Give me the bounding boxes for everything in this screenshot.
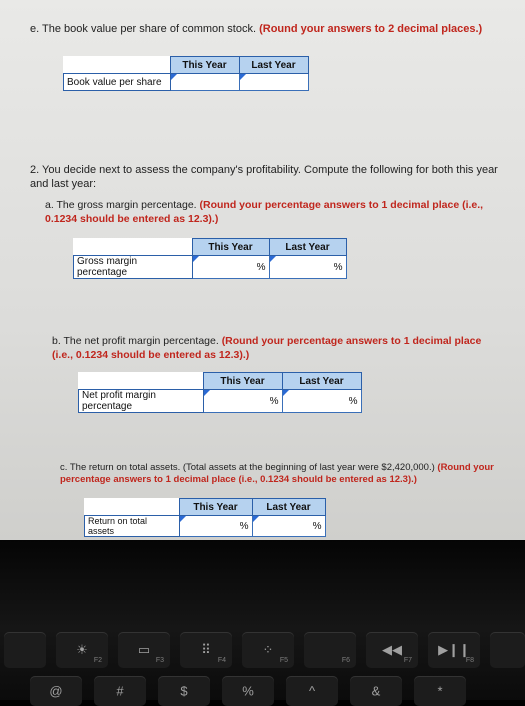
col-last-year: Last Year xyxy=(239,57,308,74)
key-f9[interactable] xyxy=(490,632,525,668)
part-b-note: (Round your percentage answers to 1 decimal place (i.e., 0.1234 should be entered as 12.3).) xyxy=(52,335,482,361)
key-f4[interactable]: ⠿ F4 xyxy=(180,632,232,668)
mission-control-icon: ▭ xyxy=(137,642,151,657)
gross-margin-last-year-input[interactable] xyxy=(269,256,346,279)
key-3[interactable]: # xyxy=(94,676,146,706)
percent-unit: % xyxy=(312,520,322,532)
laptop-keyboard xyxy=(0,540,525,700)
col-last-year: Last Year xyxy=(252,499,325,516)
key-6[interactable]: ^ xyxy=(286,676,338,706)
return-on-assets-table xyxy=(84,498,326,537)
book-value-this-year-input[interactable] xyxy=(170,74,239,91)
part-b-label: b. xyxy=(52,335,61,347)
q2-text: You decide next to assess the company's profitability. Compute the following for both this year and last year: xyxy=(30,164,498,190)
percent-unit: % xyxy=(239,520,249,532)
net-profit-last-year-input[interactable] xyxy=(282,390,361,413)
key-f3[interactable]: ▭ F3 xyxy=(118,632,170,668)
brightness-icon: ☀ xyxy=(76,642,88,657)
play-pause-icon: ▶❙❙ xyxy=(438,642,470,657)
row-label-gross-margin: Gross margin percentage xyxy=(74,256,193,279)
key-f6[interactable]: F6 xyxy=(304,632,356,668)
percent-unit: % xyxy=(269,395,279,407)
key-4[interactable]: $ xyxy=(158,676,210,706)
row-label-return-on-assets: Return on total assets xyxy=(85,516,180,537)
row-label-net-profit: Net profit margin percentage xyxy=(79,390,204,413)
roa-this-year-input[interactable] xyxy=(179,516,252,537)
part-b-text: The net profit margin percentage. xyxy=(63,335,219,347)
roa-last-year-input[interactable] xyxy=(252,516,325,537)
percent-unit: % xyxy=(256,261,266,273)
part-a-note: (Round your percentage answers to 1 decimal place (i.e., 0.1234 should be entered as 12.3).) xyxy=(45,199,484,225)
key-2[interactable]: @ xyxy=(30,676,82,706)
book-value-table xyxy=(63,56,309,91)
part-c-note: (Round your percentage answers to 1 decimal place (i.e., 0.1234 should be entered as 12.3).) xyxy=(60,462,494,485)
book-value-last-year-input[interactable] xyxy=(239,74,308,91)
gross-margin-this-year-input[interactable] xyxy=(192,256,269,279)
gross-margin-table xyxy=(73,238,347,279)
part-e-text: The book value per share of common stock. xyxy=(42,23,257,35)
part-c-label: c. xyxy=(60,462,68,473)
part-e-note: (Round your answers to 2 decimal places.) xyxy=(259,23,483,35)
part-c-prompt xyxy=(60,462,500,486)
key-f2[interactable]: ☀ F2 xyxy=(56,632,108,668)
key-f5[interactable]: ⁘ F5 xyxy=(242,632,294,668)
row-label-book-value: Book value per share xyxy=(64,74,171,91)
q2-prompt xyxy=(30,163,500,191)
net-profit-table xyxy=(78,372,362,413)
key-f7[interactable]: ◀◀ F7 xyxy=(366,632,418,668)
launchpad-icon: ⠿ xyxy=(201,642,211,657)
q2-label: 2. xyxy=(30,164,40,176)
part-e-label: e. xyxy=(30,23,40,35)
part-a-prompt xyxy=(45,198,500,226)
col-this-year: This Year xyxy=(170,57,239,74)
col-this-year: This Year xyxy=(179,499,252,516)
part-a-label: a. xyxy=(45,199,54,211)
key-7[interactable]: & xyxy=(350,676,402,706)
key-5[interactable]: % xyxy=(222,676,274,706)
percent-unit: % xyxy=(333,261,343,273)
col-last-year: Last Year xyxy=(269,239,346,256)
col-this-year: This Year xyxy=(203,373,282,390)
part-a-text: The gross margin percentage. xyxy=(56,199,197,211)
col-last-year: Last Year xyxy=(282,373,361,390)
part-e-prompt xyxy=(30,22,482,36)
col-this-year: This Year xyxy=(192,239,269,256)
key-8[interactable]: * xyxy=(414,676,466,706)
key-brightness-down[interactable] xyxy=(4,632,46,668)
keyboard-light-icon: ⁘ xyxy=(262,642,274,657)
part-c-text: The return on total assets. (Total assets at the beginning of last year were $2,420,000.) xyxy=(69,462,435,473)
net-profit-this-year-input[interactable] xyxy=(203,390,282,413)
part-b-prompt xyxy=(52,334,502,362)
key-f8[interactable]: ▶❙❙ F8 xyxy=(428,632,480,668)
percent-unit: % xyxy=(348,395,358,407)
rewind-icon: ◀◀ xyxy=(382,642,402,657)
